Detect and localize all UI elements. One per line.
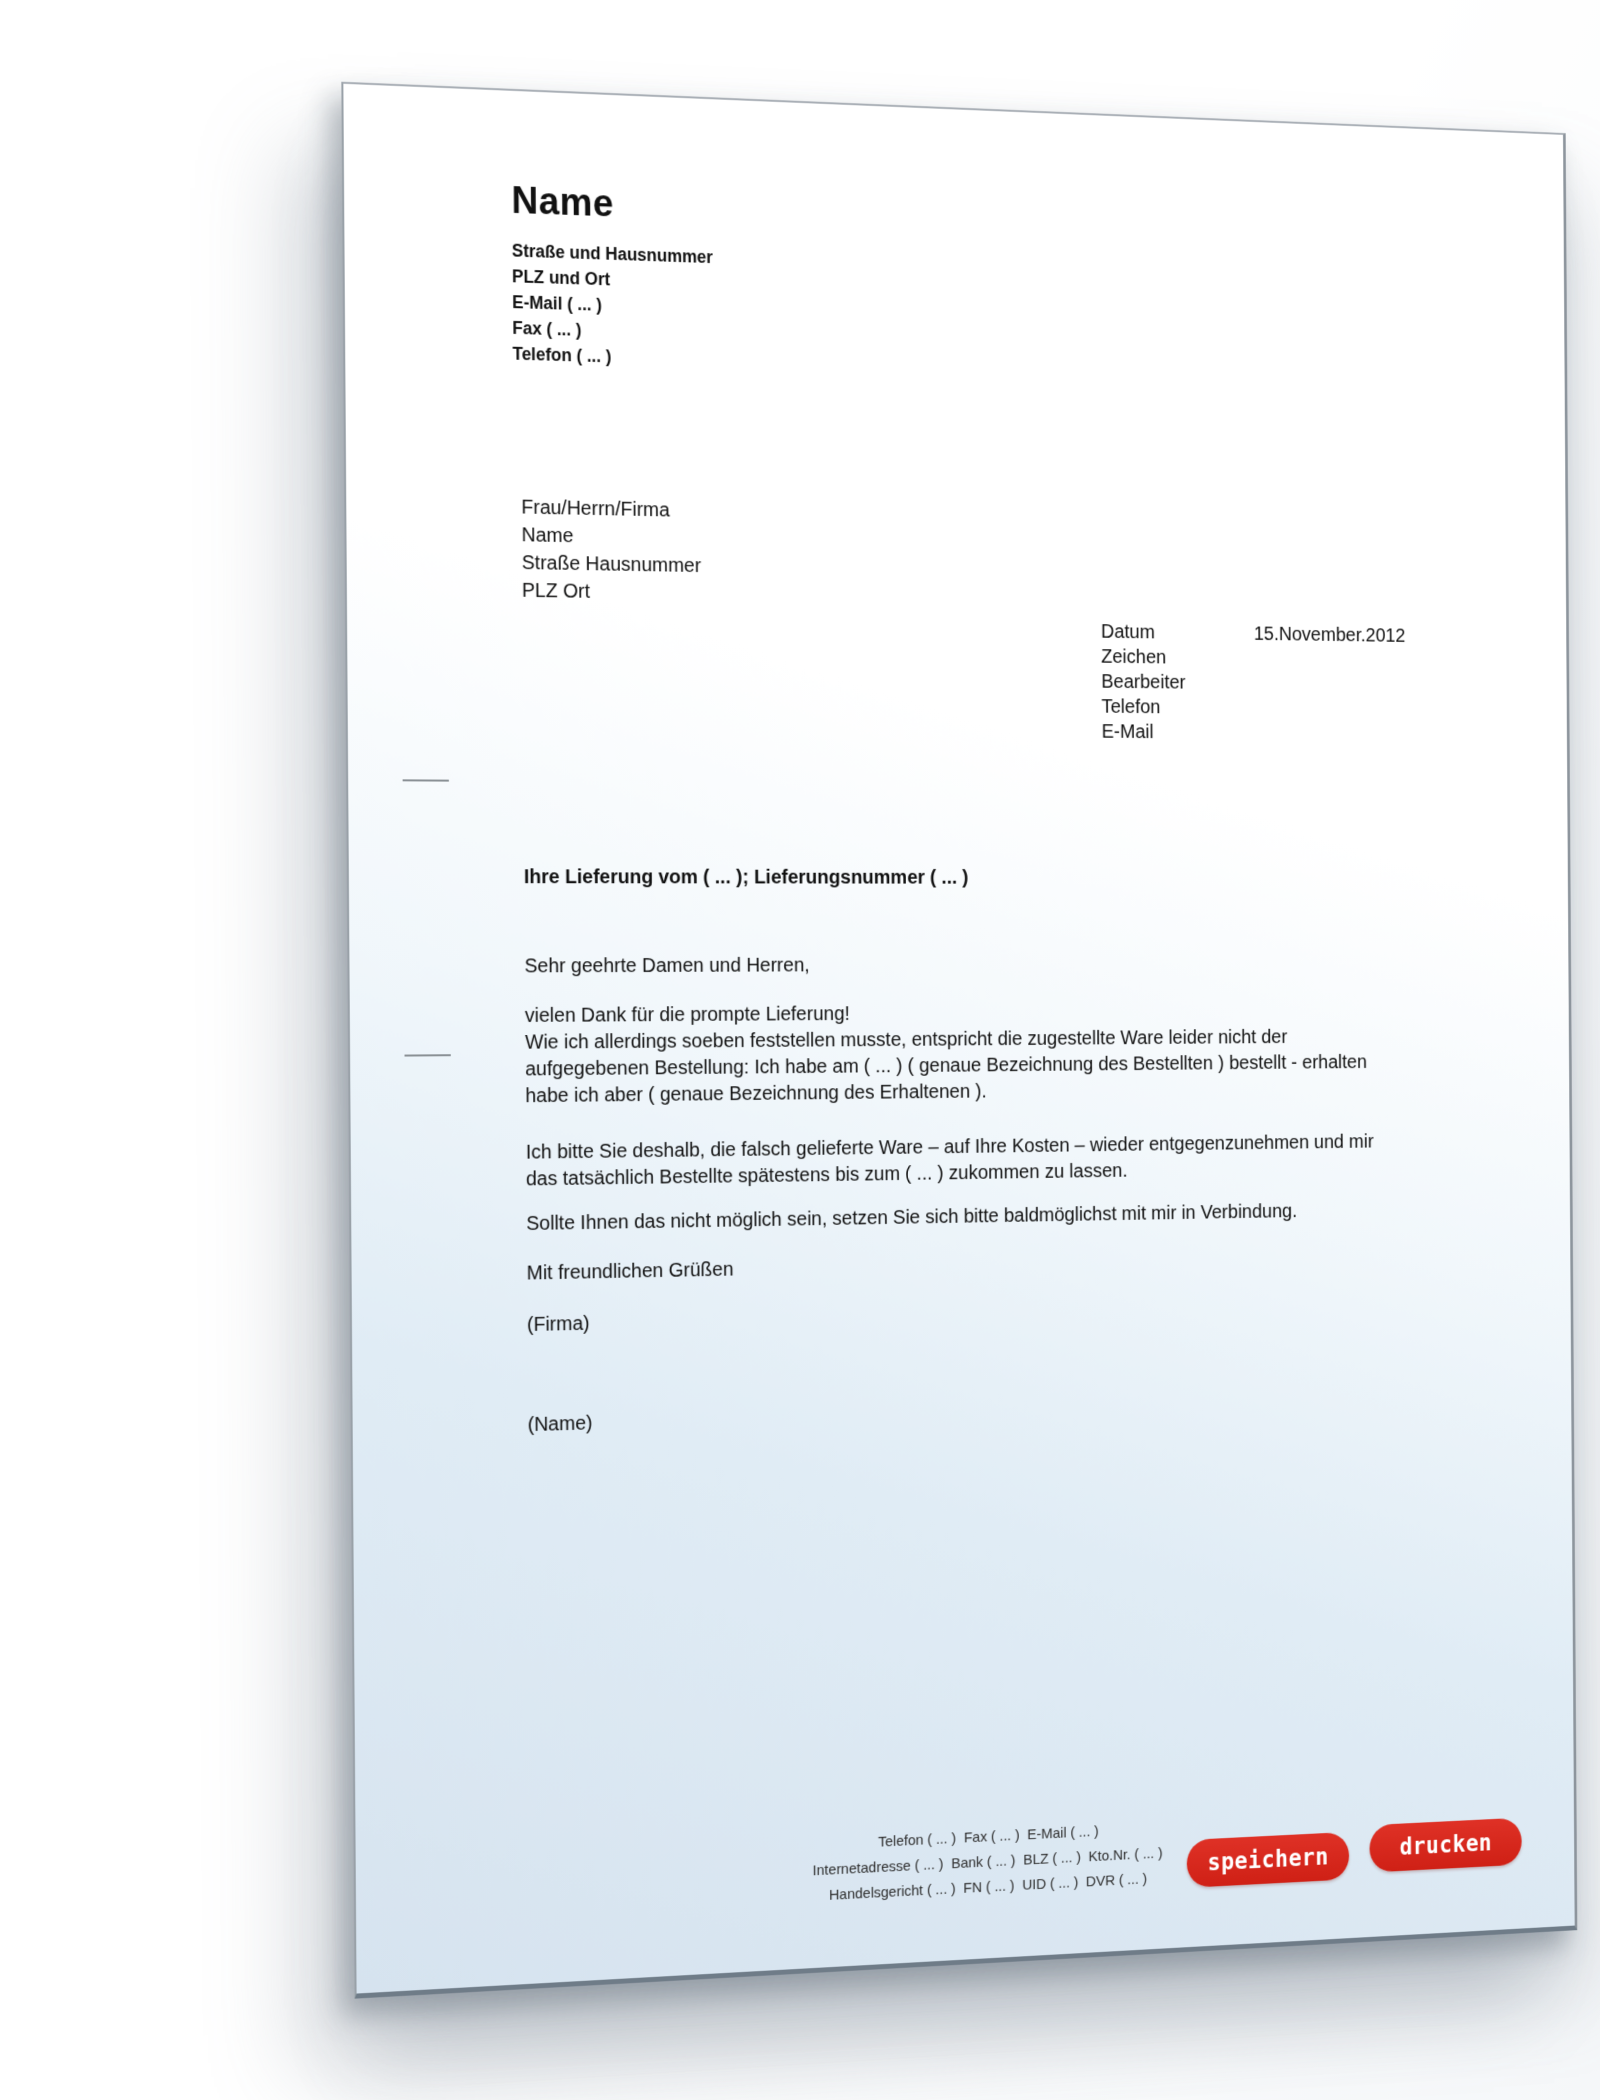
recipient-city-line: PLZ Ort <box>521 579 591 603</box>
sender-email-line: E-Mail ( ... ) <box>512 292 602 315</box>
save-button[interactable]: speichern <box>1187 1832 1350 1888</box>
body-paragraph-thanks-complaint <box>525 999 1400 1111</box>
fold-mark-middle <box>405 1054 451 1056</box>
sender-fax-line: Fax ( ... ) <box>512 317 582 340</box>
sender-name-heading: Name <box>511 180 615 226</box>
footer-row-bank: Internetadresse ( ... ) Bank ( ... ) BLZ ( ... ) Kto.Nr. ( ... ) <box>812 1845 1163 1880</box>
body-paragraph-request: Ich bitte Sie deshalb, die falsch gelieferte Ware – auf Ihre Kosten – wieder entgegenzunehmen und mir das tatsächlich Bestellte spätestens bis zum ( ... ) zukommen zu lassen. <box>525 1131 1374 1191</box>
sender-block <box>511 182 713 372</box>
footer-row-legal: Handelsgericht ( ... ) FN ( ... ) UID ( ... ) DVR ( ... ) <box>828 1870 1148 1904</box>
letter-page <box>341 82 1577 1999</box>
closing-line: Mit freundlichen Grüßen <box>526 1258 734 1285</box>
recipient-street-line: Straße Hausnummer <box>521 552 702 577</box>
recipient-salutation-line: Frau/Herrn/Firma <box>521 496 670 522</box>
meta-label-zeichen: Zeichen <box>1101 646 1167 669</box>
salutation-line: Sehr geehrte Damen und Herren, <box>524 954 810 978</box>
meta-row-telefon <box>1101 694 1405 722</box>
sender-street-line: Straße und Hausnummer <box>511 240 713 268</box>
sender-city-line: PLZ und Ort <box>511 266 611 290</box>
print-button[interactable]: drucken <box>1369 1818 1521 1873</box>
meta-label-telefon: Telefon <box>1101 696 1161 719</box>
meta-row-email <box>1102 719 1406 747</box>
recipient-block <box>521 494 701 608</box>
body-complaint-text: Wie ich allerdings soeben feststellen musste, entspricht die zugestellte Ware leider nicht der aufgegebenen Bestellung: Ich habe am ( ... ) ( genaue Bezeichnung des Bestellten ) bestellt - erhalten habe ich aber ( genaue Bezeichnung des Erhaltenen ). <box>524 1026 1367 1108</box>
fold-mark-top <box>403 779 449 781</box>
meta-label-email: E-Mail <box>1101 721 1154 743</box>
meta-label-datum: Datum <box>1100 621 1155 644</box>
body-thanks-line: vielen Dank für die prompte Lieferung! <box>524 1003 850 1027</box>
meta-row-zeichen <box>1101 644 1405 673</box>
meta-row-bearbeiter <box>1101 669 1405 697</box>
meta-label-bearbeiter: Bearbeiter <box>1101 671 1186 694</box>
meta-value-datum: 15.November.2012 <box>1253 623 1406 647</box>
signature-company: (Firma) <box>526 1312 590 1337</box>
subject-line: Ihre Lieferung vom ( ... ); Lieferungsnummer ( ... ) <box>523 866 969 889</box>
recipient-name-line: Name <box>521 524 574 548</box>
body-paragraph-contact: Sollte Ihnen das nicht möglich sein, setzen Sie sich bitte baldmöglichst mit mir in Verbindung. <box>526 1200 1298 1235</box>
footer-row-contact: Telefon ( ... ) Fax ( ... ) E-Mail ( ... ) <box>878 1823 1099 1851</box>
footer-contact-block <box>716 1812 1255 1915</box>
signature-name: (Name) <box>527 1412 593 1437</box>
sender-phone-line: Telefon ( ... ) <box>512 343 612 367</box>
letter-meta-block <box>1101 619 1406 747</box>
